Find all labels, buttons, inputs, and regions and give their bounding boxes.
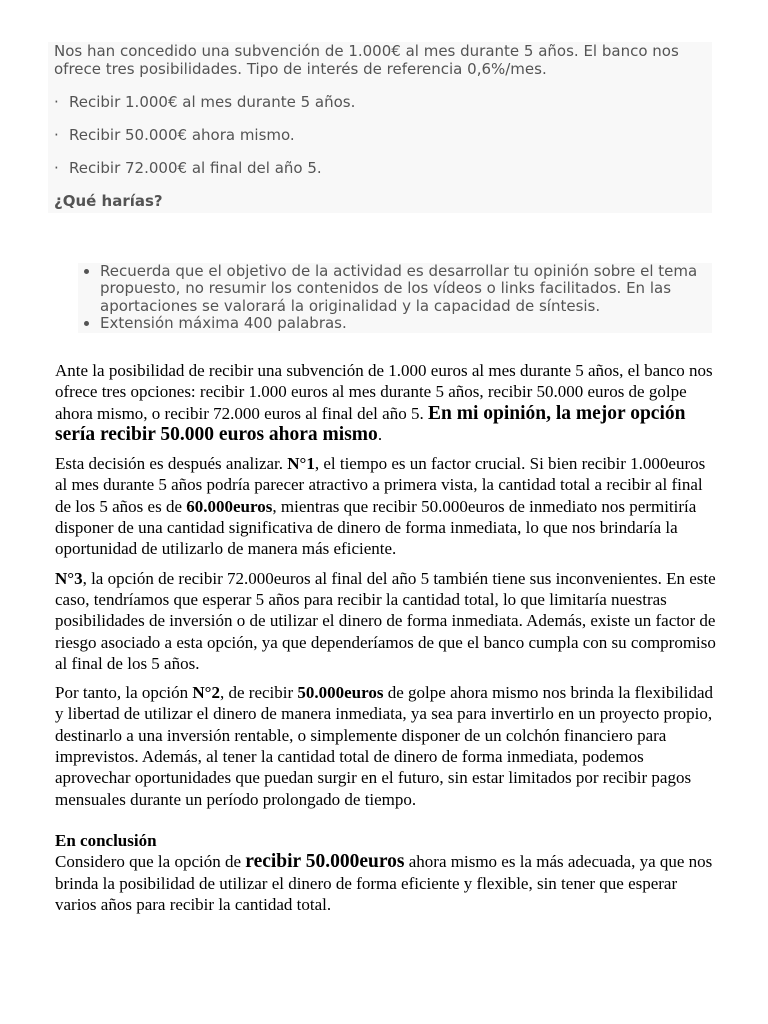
essay-paragraph-option3 (55, 568, 720, 674)
conclusion-heading: En conclusión (55, 830, 157, 850)
text-run: Esta decisión es después analizar. (55, 454, 288, 474)
reminder-item: • Recuerda que el objetivo de la actividad es desarrollar tu opinión sobre el tema propuesto, no resumir los contenidos de los vídeos o links facilitados. En las aportaciones se valorará la originalidad y la capacidad de síntesis. (100, 263, 712, 315)
prompt-intro: Nos han concedido una subvención de 1.000€ al mes durante 5 años. El banco nos ofrece tres posibilidades. Tipo de interés de referencia 0,6%/mes. (54, 42, 679, 78)
amount-highlight: 60.000euros (186, 496, 273, 516)
text-run: Por tanto, la opción (55, 683, 193, 703)
text-run: , de recibir (219, 683, 298, 703)
essay-paragraph-option1 (55, 453, 720, 559)
prompt-option (54, 126, 706, 144)
reminder-item: • Extensión máxima 400 palabras. (100, 315, 712, 332)
option-number: N°3 (55, 568, 83, 588)
prompt-option (54, 93, 706, 111)
opinion-highlight: En mi opinión, la mejor opción sería recibir 50.000 euros ahora mismo (55, 402, 686, 445)
essay-paragraph-conclusion (55, 851, 720, 915)
bullet-dot: · (54, 126, 59, 144)
option-number: N°1 (287, 454, 315, 474)
prompt-question: ¿Qué harías? (54, 192, 163, 210)
text-run: , el tiempo es un factor crucial. Si bien recibir 1.000euros al mes durante 5 años podría parecer atractivo a primera vista, la cantidad total a recibir al final de los 5 años es de (55, 454, 706, 516)
assignment-prompt (48, 42, 712, 213)
text-run: Considero que la opción de (55, 852, 246, 872)
essay-paragraph-intro (55, 360, 720, 445)
option-text: Recibir 72.000€ al final del año 5. (69, 159, 322, 177)
essay-paragraph-option2 (55, 682, 720, 810)
bullet-dot: · (54, 159, 59, 177)
text-run: ahora mismo es la más adecuada, ya que nos brinda la posibilidad de utilizar el dinero de forma eficiente y flexible, sin tener que esperar varios años para recibir la cantidad total. (55, 852, 713, 914)
text-run: . (377, 424, 383, 444)
reminder-list (78, 263, 712, 332)
reminders-box (78, 263, 712, 333)
prompt-option (54, 159, 706, 177)
text-run: , mientras que recibir 50.000euros de inmediato nos permitiría disponer de una cantidad significativa de dinero de forma inmediata, lo que nos brindaría la oportunidad de utilizarlo de manera más eficiente. (55, 496, 697, 559)
essay-body (55, 360, 720, 915)
text-run: Ante la posibilidad de recibir una subvención de 1.000 euros al mes durante 5 años, el banco nos ofrece tres opciones: recibir 1.000 euros al mes durante 5 años, recibir 50.000 euros de golpe ahora mismo, o recibir 72.000 euros al final del año 5. (55, 361, 713, 423)
amount-highlight: recibir 50.000euros (245, 851, 405, 873)
option-text: Recibir 1.000€ al mes durante 5 años. (69, 93, 356, 111)
option-number: N°2 (192, 683, 220, 703)
text-run: de golpe ahora mismo nos brinda la flexibilidad y libertad de utilizar el dinero de manera inmediata, ya sea para invertirlo en un proyecto propio, destinarlo a una inversión rentable, o simplemente disponer de un colchón financiero para imprevistos. Además, al tener la cantidad total de dinero de forma inmediata, podemos aprovechar oportunidades que puedan surgir en el futuro, sin estar limitados por recibir pagos mensuales durante un período prolongado de tiempo. (55, 683, 714, 809)
bullet-dot: · (54, 93, 59, 111)
option-text: Recibir 50.000€ ahora mismo. (69, 126, 295, 144)
amount-highlight: 50.000euros (297, 683, 384, 703)
text-run: , la opción de recibir 72.000euros al final del año 5 también tiene sus inconvenientes. En este caso, tendríamos que esperar 5 años para recibir la cantidad total, lo que limitaría nuestras posibilidades de inversión o de utilizar el dinero de forma inmediata. Además, existe un factor de riesgo asociado a esta opción, ya que dependeríamos de que el banco cumpla con su compromiso al final de los 5 años. (55, 568, 716, 673)
